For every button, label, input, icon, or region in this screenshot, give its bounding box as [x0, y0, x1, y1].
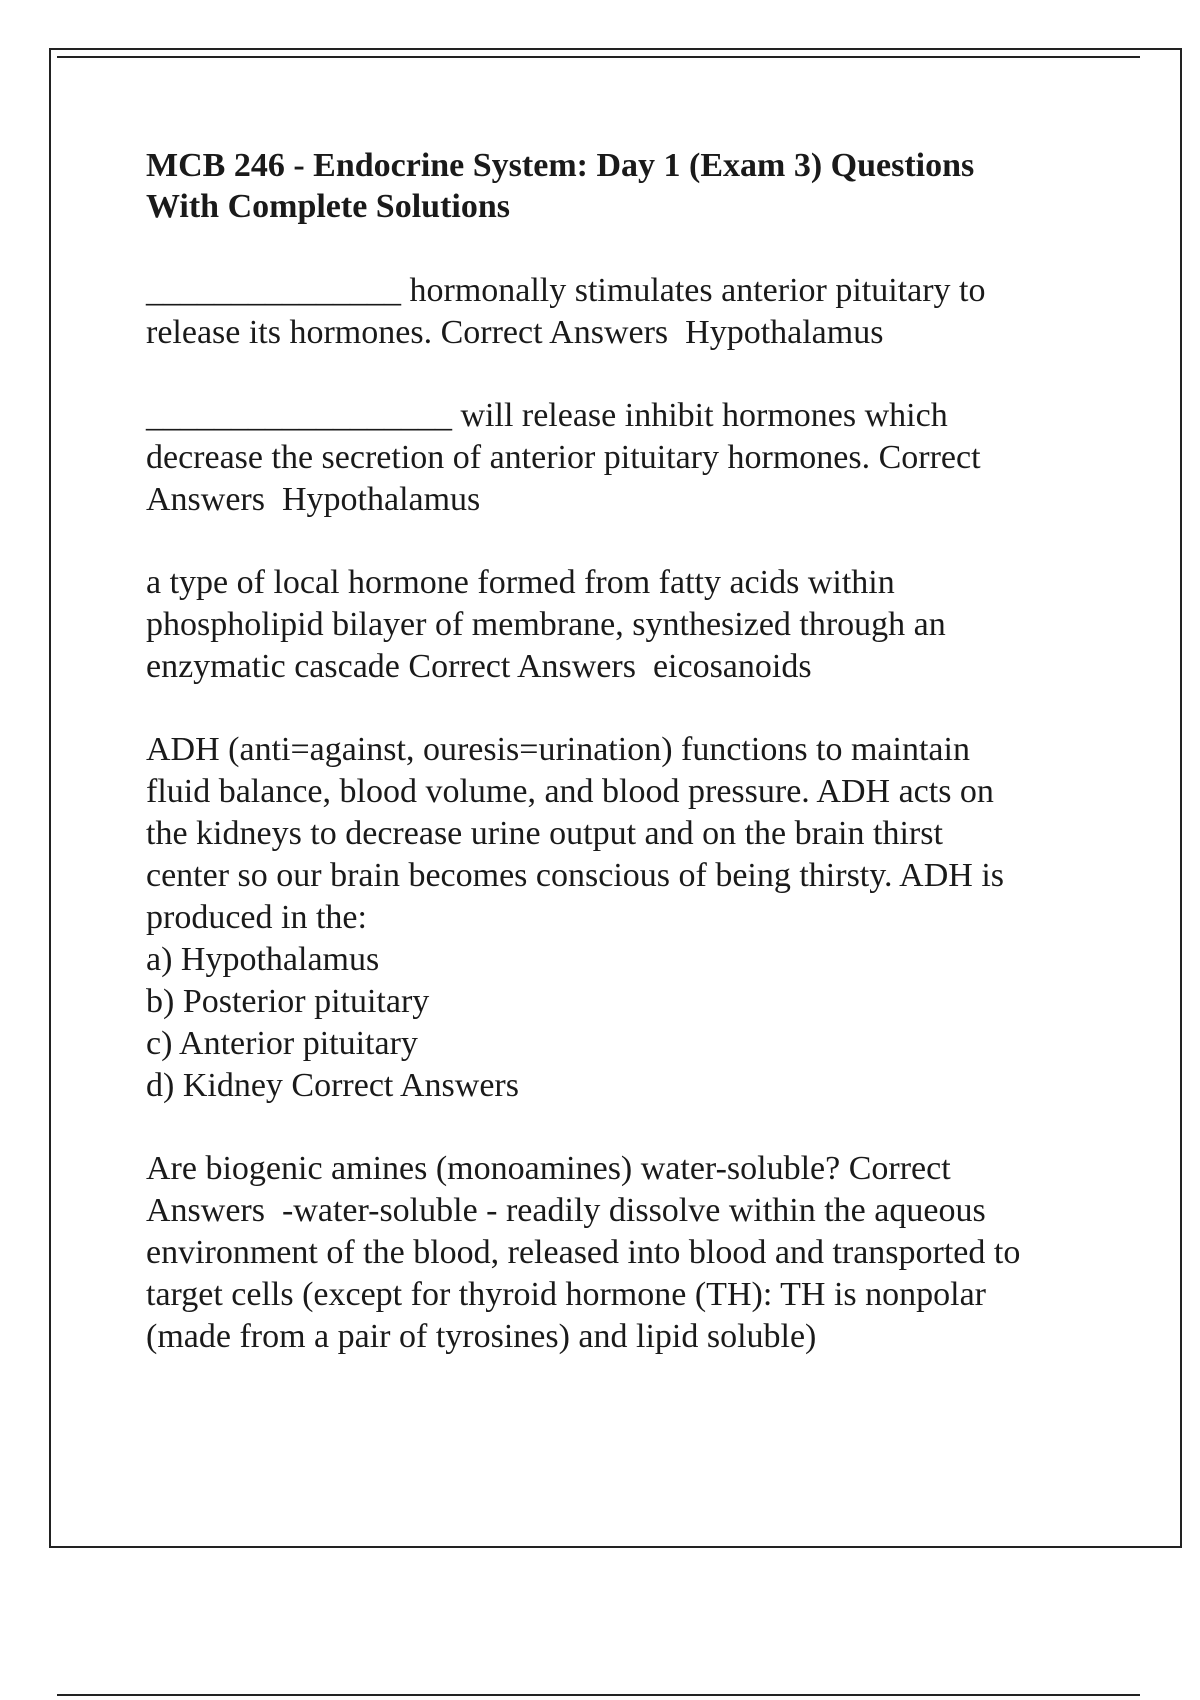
question-entry-4 — [146, 729, 1096, 1107]
entry-line: decrease the secretion of anterior pituitary hormones. Correct — [146, 439, 981, 476]
entry-line: produced in the: — [146, 899, 367, 936]
top-rule — [57, 56, 1140, 58]
document-body — [146, 145, 1096, 1399]
title-line: MCB 246 - Endocrine System: Day 1 (Exam 3) Questions — [146, 147, 975, 184]
entry-line: a type of local hormone formed from fatty acids within — [146, 564, 895, 601]
entry-line: phospholipid bilayer of membrane, synthesized through an — [146, 606, 946, 643]
question-entry-2 — [146, 395, 1096, 521]
entry-line: environment of the blood, released into blood and transported to — [146, 1234, 1021, 1271]
bottom-rule — [57, 1694, 1140, 1696]
entry-line: fluid balance, blood volume, and blood pressure. ADH acts on — [146, 773, 994, 810]
entry-line: (made from a pair of tyrosines) and lipid soluble) — [146, 1318, 817, 1355]
entry-line: target cells (except for thyroid hormone (TH): TH is nonpolar — [146, 1276, 987, 1313]
document-title — [146, 145, 1096, 227]
entry-line: Answers -water-soluble - readily dissolve within the aqueous — [146, 1192, 986, 1229]
entry-line: _______________ hormonally stimulates anterior pituitary to — [146, 272, 986, 309]
title-line: With Complete Solutions — [146, 188, 510, 225]
entry-line: Are biogenic amines (monoamines) water-soluble? Correct — [146, 1150, 951, 1187]
entry-line: __________________ will release inhibit hormones which — [146, 397, 948, 434]
entry-line: Answers Hypothalamus — [146, 481, 481, 518]
entry-line: release its hormones. Correct Answers Hypothalamus — [146, 314, 884, 351]
entry-line: enzymatic cascade Correct Answers eicosanoids — [146, 648, 812, 685]
answer-option-a: a) Hypothalamus — [146, 941, 380, 978]
entry-line: the kidneys to decrease urine output and on the brain thirst — [146, 815, 943, 852]
question-entry-3 — [146, 562, 1096, 688]
answer-option-c: c) Anterior pituitary — [146, 1025, 418, 1062]
question-entry-5 — [146, 1148, 1096, 1358]
entry-line: ADH (anti=against, ouresis=urination) functions to maintain — [146, 731, 970, 768]
question-entry-1 — [146, 270, 1096, 354]
entry-line: center so our brain becomes conscious of being thirsty. ADH is — [146, 857, 1005, 894]
answer-option-d: d) Kidney Correct Answers — [146, 1067, 519, 1104]
answer-option-b: b) Posterior pituitary — [146, 983, 430, 1020]
